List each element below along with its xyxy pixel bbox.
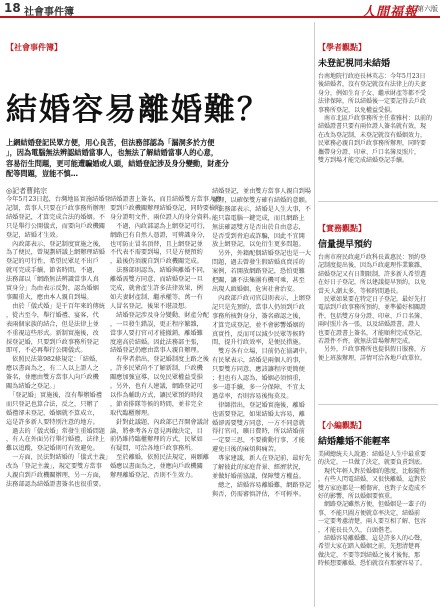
text-line: 的決定，一旦做了決定，就要負責到底。 bbox=[318, 459, 427, 467]
text-line: 只是舉行公開儀式，而要向戶政機關 bbox=[6, 222, 105, 230]
text-line: 便上班族辦理，詳情可洽各地戶政單位。 bbox=[318, 354, 427, 362]
text-line: 有學者指出，登記婚制度上路之後 bbox=[110, 356, 209, 364]
article-column-2 bbox=[110, 196, 222, 603]
text-line: 多一道手續，多一分保障，不宜太 bbox=[212, 383, 305, 391]
text-line: 事務所登記，以免權益受損。 bbox=[318, 106, 397, 114]
text-line: 在好日子登記，所以建議提早預約，以免 bbox=[318, 279, 427, 287]
text-line: 台南市府民政處戶政科長黃惠民：預約登 bbox=[318, 254, 427, 261]
text-line: 婚應以書面為之，並應向戶政機關 bbox=[110, 463, 203, 471]
text-line: 法務部表示，結婚是人生大事，不 bbox=[212, 205, 311, 213]
text-line: 出現人頭婚姻，危害社會治安。 bbox=[212, 285, 299, 293]
text-line: 採登記婚，只要到戶政事務所登記 bbox=[6, 338, 99, 346]
text-line: 登記的可行性，希望民眾足不出戶 bbox=[6, 258, 99, 266]
text-line: 一定要三思，不要衝動行事，才能 bbox=[212, 437, 305, 445]
text-line: 雙方各有立場，目前仍在協調中。 bbox=[212, 348, 311, 356]
text-line: 專家建議，新人在登記前，最好先 bbox=[212, 455, 311, 463]
text-line: 就可完成手續，節省時間。不過， bbox=[6, 267, 99, 275]
page-title: 結婚容易離婚難？ bbox=[6, 92, 270, 128]
text-line: ，節省排隊等候的時間，並非完全 bbox=[110, 400, 203, 408]
text-line: 結婚登記涉及身分變動，財產分配 bbox=[110, 311, 209, 319]
text-line: 結婚證書上簽名，而且結婚雙方當事人應 bbox=[110, 196, 222, 203]
text-line: 法務部則認為，結婚與離婚不同， bbox=[110, 267, 209, 275]
text-line: ，有人在外面另行舉行婚禮，法律上 bbox=[6, 436, 105, 444]
text-line: 改為「登記主義」，規定要雙方當事 bbox=[6, 463, 102, 471]
text-line: 在改為登記制，未登記就沒有婚姻效力， bbox=[318, 131, 427, 139]
text-line: 案例，若開放網路登記，恐怕更難 bbox=[212, 268, 305, 276]
text-line: 記只是先預約，當事人仍須到戶政 bbox=[212, 303, 305, 311]
text-line: 另外，外籍配偶結婚登記也是一大 bbox=[212, 250, 311, 258]
text-line: 真實性，反而可以減少民眾等候時 bbox=[212, 330, 305, 338]
text-line: 也要在證書上簽名，才能順利完成登記， bbox=[318, 329, 427, 337]
text-line: 兩吋照片各一張，以及結婚證書，證人 bbox=[318, 321, 421, 329]
main-section-tag: 【社會事件簿】 bbox=[6, 43, 62, 52]
text-line: 做決定，不要等到結婚之後才後悔，那 bbox=[318, 551, 421, 559]
text-line: 如夫妻財產制、繼承權等，萬一有 bbox=[110, 293, 203, 301]
text-line: 身分，例如生育子女、繼承財產等都不受 bbox=[318, 89, 427, 97]
sidebar-practice bbox=[318, 223, 438, 405]
text-line: ，一旦發生錯誤，更正程序繁雜， bbox=[110, 320, 203, 328]
text-line: 關為結婚之登記。」 bbox=[6, 383, 59, 391]
text-line: 關應加強宣導，以免民眾權益受損 bbox=[110, 374, 203, 382]
text-line: 結婚登記仍應由當事人親自辦理。 bbox=[110, 347, 203, 355]
text-line: 為了便民，曾規劃研議上網辦理結婚 bbox=[6, 249, 105, 257]
sidebar-title: 未登記視同未結婚 bbox=[318, 59, 391, 69]
article-column-3 bbox=[212, 188, 311, 603]
text-line: 是否受到脅迫或詐騙，因此不宜開 bbox=[212, 232, 305, 240]
text-line: 過草率，否則容易後悔莫及。 bbox=[212, 392, 293, 400]
text-line: 時候想要離婚，恐怕就沒有那麼容易了。 bbox=[318, 560, 427, 568]
text-line: 希望大家在踏入婚姻之前，先想清楚再 bbox=[318, 543, 421, 551]
sidebar-tag: 【實務觀點】 bbox=[318, 224, 366, 233]
text-line: 論，將參考各方意見再做決定，目 bbox=[110, 427, 203, 435]
text-line: 總之，結婚容易離婚難，網路登記 bbox=[212, 481, 311, 489]
sidebar-title: 信量提早預約 bbox=[318, 240, 373, 250]
text-line: 度遠高於結婚。因此法務部主張， bbox=[110, 338, 203, 346]
text-line: 結婚登記又有日期限制，許多新人希望選 bbox=[318, 270, 427, 278]
text-line: 人親自到戶政機關辦理，另一方面， bbox=[6, 472, 105, 480]
text-line: 才算完成登記，並不會影響婚姻的 bbox=[212, 321, 305, 329]
text-line: 另外，戶政事務所也提供假日服務，方 bbox=[318, 346, 427, 354]
text-line: 法務部認為結婚證書簽名也很重要。 bbox=[6, 481, 105, 488]
text-line: 過去的「儀式婚」常發生重婚問題 bbox=[6, 427, 105, 435]
text-line: 民眾如果要在特定日子登記，最好先打 bbox=[318, 296, 427, 304]
text-line: 不過，內政部認為上網登記可行， bbox=[110, 222, 209, 230]
text-line: 事務所核對身分，簽名確認之後， bbox=[212, 312, 305, 320]
text-line: 婚卻需要雙方同意，一方不同意就 bbox=[212, 419, 305, 427]
text-line: 至於離婚，依照民法規定，兩願離 bbox=[110, 454, 209, 462]
text-line: 法律保障，所以結婚後一定要記得去戶政 bbox=[318, 98, 427, 106]
article-column-1 bbox=[6, 196, 112, 603]
text-line: 網路登記雖然方便，但婚姻是一輩子的 bbox=[318, 501, 427, 509]
text-line: 攜帶身分證、印章、戶口名簿及照片， bbox=[318, 148, 421, 156]
section-name: 社會事件簿 bbox=[24, 7, 74, 18]
text-line: 由於「儀式婚」是千百年來的傳統 bbox=[6, 302, 105, 310]
text-line: 人冒名登記，後果不堪設想。 bbox=[110, 302, 191, 310]
text-line: 前仍維持臨櫃辦理的方式，民眾如 bbox=[110, 436, 203, 444]
text-line: ；但也有人認為，婚姻必須慎重， bbox=[212, 375, 305, 383]
text-line: 記制度提出後，因為戶政處理作業繁雜， bbox=[318, 262, 427, 270]
text-line: 放上網登記，以免衍生更多問題。 bbox=[212, 241, 305, 249]
text-line: 身分證明文件，兩位證人的身分資料。 bbox=[110, 213, 216, 221]
text-line: 民眾務必親自到戶政事務所辦理，同時要 bbox=[318, 140, 427, 148]
text-line: 件，包括雙方身分證、印章、戶口名簿、 bbox=[318, 312, 427, 320]
text-line: ，許多民眾尚不了解新制，戶政機 bbox=[110, 365, 203, 373]
text-line: 也需要登記，如果結婚太容易，離 bbox=[212, 410, 305, 418]
lead-line: 配等問題，豈能不慎… bbox=[6, 169, 78, 179]
text-line: 結婚容易離婚難，這是許多人的心聲， bbox=[318, 535, 427, 543]
text-line: 當事人要打官司才能撤銷，離婚難 bbox=[110, 329, 203, 337]
text-line: 把關，讓不法集團有機可乘，甚至 bbox=[212, 277, 305, 285]
text-line: 而只登記也算合法，反之，只辦了 bbox=[6, 400, 99, 408]
sidebar-scholar bbox=[318, 42, 438, 202]
text-line: 「登記婚」實施後，沒有舉辦婚禮 bbox=[6, 391, 102, 399]
text-line: 難以追蹤，登記婚則可有效避免。 bbox=[6, 445, 99, 453]
text-line: 結婚登記，並由雙方當事人親自到場 bbox=[212, 188, 311, 195]
text-line: 離婚需雙方同意，而結婚登記一旦 bbox=[110, 276, 203, 284]
text-line: 依照民法第982條規定：「結婚， bbox=[6, 356, 102, 364]
text-line: 。另外，也有人建議，網路登記可 bbox=[110, 383, 203, 391]
text-line: 律師指出，登記婚實施後，離婚 bbox=[212, 401, 305, 409]
sidebar-body bbox=[318, 254, 438, 363]
text-line: 內政部戶政司官員則表示，上網登 bbox=[212, 294, 311, 302]
text-line: 事關重大，應由本人親自到場。 bbox=[6, 293, 93, 301]
sidebar-tag: 【小編觀點】 bbox=[318, 421, 366, 430]
text-line: 現代年輕人對於婚姻的態度，比較隨性 bbox=[318, 467, 427, 475]
sidebar-title: 結婚離婚不能輕率 bbox=[318, 437, 391, 447]
text-line: 電話到戶政事務所預約，並準備好相關證 bbox=[318, 304, 427, 312]
lead-line: 」，因為電腦無法辨認結婚當事人，也無法了解結婚當事人的心意， bbox=[6, 148, 219, 158]
page-header bbox=[0, 0, 440, 18]
text-line: 無法確認雙方是否出於自由意志， bbox=[212, 223, 305, 231]
sidebar-body bbox=[318, 73, 438, 165]
text-line: 當天人潮太多，等候時間過長。 bbox=[318, 287, 403, 295]
text-line: 一定要考慮清楚，兩人要互相了解、包容 bbox=[318, 518, 427, 526]
byline: ◎記者曹銘宗 bbox=[6, 187, 48, 195]
text-line: 雙方到場才能完成結婚登記手續。 bbox=[318, 157, 409, 165]
text-line: ，才能長長久久，白頭偕老。 bbox=[318, 526, 397, 534]
text-line: 記制，當事人只要在戶政事務所辦理 bbox=[6, 204, 105, 212]
text-line: 後結婚者，沒有登記就沒有法律上的夫妻 bbox=[318, 81, 427, 89]
text-line: 有疑問，可洽各地戶政事務所。 bbox=[110, 445, 197, 453]
newspaper-logo: 人間福報 bbox=[361, 5, 418, 20]
text-line: 以作為輔助方式，讓民眾預約時段 bbox=[110, 391, 203, 399]
text-line: 問題，過去曾發生假結婚真賣淫的 bbox=[212, 259, 305, 267]
text-line: 這是許多新人要特別注意的地方。 bbox=[6, 418, 99, 426]
text-line: 能只靠電腦一鍵完成，而且網路上 bbox=[212, 214, 305, 222]
text-line: ，有些人閃電結婚，又很快離婚，這對於 bbox=[318, 476, 427, 484]
text-line: 應以書面為之，有二人以上證人之 bbox=[6, 365, 99, 373]
column-divider bbox=[314, 22, 315, 607]
text-line: 並做好婚前協議，保障雙方權益。 bbox=[212, 473, 305, 480]
text-line: 要到戶政機關辦理結婚登記，同時要檢附 bbox=[110, 204, 222, 212]
text-line: 今年5月23日起，台灣地區實施結婚登 bbox=[6, 196, 111, 203]
text-line: 完成，就會產生許多法律效果，例 bbox=[110, 285, 203, 293]
text-line: 不代表不需要到場，只是方便預約 bbox=[110, 249, 203, 257]
text-line: 得打官司，曠日費時，所以結婚前 bbox=[212, 428, 305, 436]
text-line: 雙方家庭都是一種傷害，也對子女造成不 bbox=[318, 484, 427, 492]
text-line: 辦理，以確保雙方確有結婚的意願。 bbox=[212, 196, 311, 204]
text-line: 若證件不齊，就無法當場辦理完成。 bbox=[318, 338, 415, 346]
text-line: 實身分」為由表示反對，認為婚姻 bbox=[6, 285, 99, 293]
text-line: 取代臨櫃辦理。 bbox=[110, 409, 154, 417]
text-line: 即可，不必再舉行公開儀式。 bbox=[6, 347, 87, 355]
text-line: 辦理離婚登記，否則不生效力。 bbox=[110, 472, 197, 480]
text-line: 事，不能只圖方便就草率決定，結婚前 bbox=[318, 509, 421, 517]
text-line: ，最後仍須親自到戶政機關完成。 bbox=[110, 258, 203, 266]
text-line: 內政部表示，登記制度實施之後， bbox=[6, 240, 105, 248]
text-line: 美國總統夫人說過：結婚是人生中最重要 bbox=[318, 451, 427, 458]
text-line: 針對此議題，內政部已召開會議討 bbox=[110, 418, 209, 426]
text-line: 登記，結婚才生效。 bbox=[6, 231, 62, 239]
lead-line: 上網結婚登記民眾方便，用心良苦，但法務部認為「漏洞多於方便 bbox=[6, 138, 215, 147]
sidebar-editor bbox=[318, 420, 438, 605]
sidebar-body bbox=[318, 451, 438, 569]
text-line: 好的影響，所以婚姻要慎重。 bbox=[318, 493, 397, 501]
page-number: 18 bbox=[4, 1, 21, 15]
text-line: 間，提升行政效率，是便民措施。 bbox=[212, 339, 305, 347]
text-line: 避免日後的麻煩與痛苦。 bbox=[212, 446, 281, 454]
text-line: 結婚登記，才算完成合法的婚姻。不 bbox=[6, 213, 105, 221]
text-line: 結婚證書只要有兩位證人簽名就有效，現 bbox=[318, 123, 427, 131]
text-line: 一方面，民法對結婚的「儀式主義」 bbox=[6, 454, 112, 462]
text-line: 婚禮卻未登記，婚姻就不算成立， bbox=[6, 409, 99, 417]
text-line: 了解彼此的家庭背景、經濟狀況， bbox=[212, 464, 305, 472]
text-line: 網路已有自然人憑證，可辨識身分， bbox=[110, 231, 209, 239]
text-line: 與否，仍需審慎評估，不可輕率。 bbox=[212, 490, 305, 498]
text-line: 也可防止冒名頂替，且上網登記並 bbox=[110, 240, 203, 248]
text-line: ，從古至今，舉行婚禮、宴客，代 bbox=[6, 311, 99, 319]
lead-paragraph bbox=[6, 138, 308, 180]
text-line: 有民眾表示，結婚是兩個人的事， bbox=[212, 357, 305, 365]
text-line: 法務部以「網路無法辨識當事人真 bbox=[6, 276, 99, 284]
text-line: 不重視這些形式。新制實施後，改 bbox=[6, 329, 99, 337]
text-line: 表兩個家族的結合，但是法律上並 bbox=[6, 320, 99, 328]
edition-label: 第六版 bbox=[417, 5, 438, 13]
sidebar-tag: 【學者觀點】 bbox=[318, 43, 366, 52]
text-line: 只要雙方同意，應該讓程序更簡便 bbox=[212, 366, 305, 374]
text-line: 南市北區戶政事務所主任董雅村：以前的 bbox=[318, 115, 433, 123]
text-line: 簽名，並應由雙方當事人向戶政機 bbox=[6, 374, 99, 382]
lead-line: 容易衍生問題，更可能遭騙婚或人頭，結婚登記涉及身分變動，財產分 bbox=[6, 158, 229, 168]
text-line: 台南地院行政庭長林英志：今年5月23日 bbox=[318, 73, 426, 80]
